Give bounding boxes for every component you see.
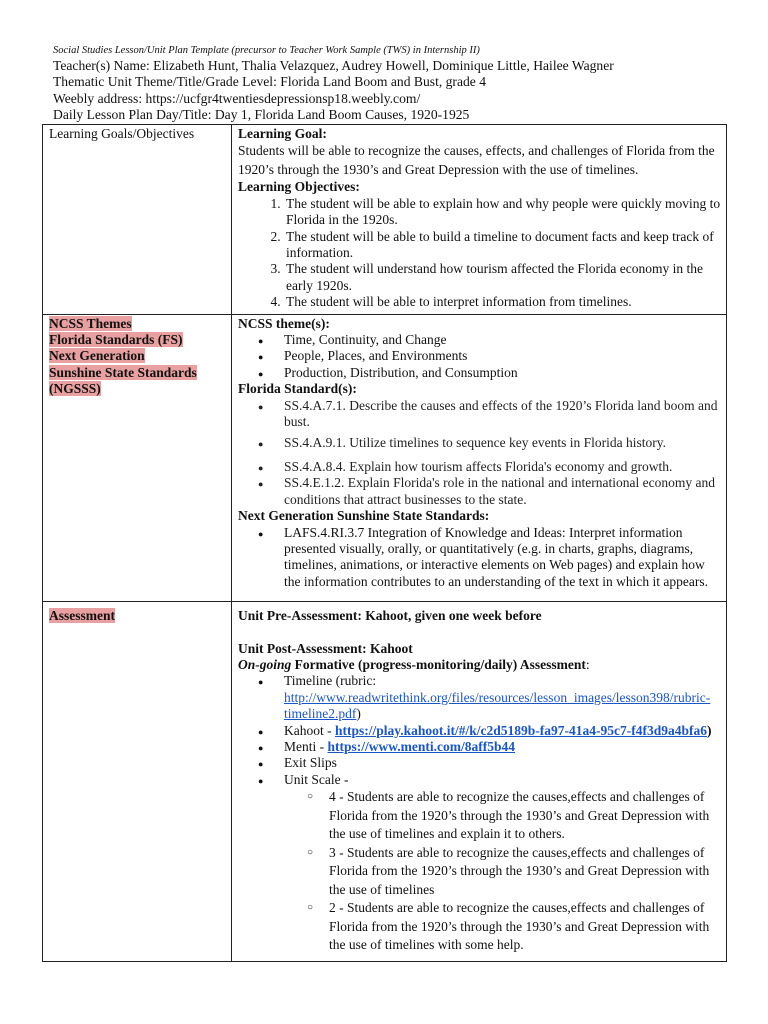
florida-standard-item: ● SS.4.E.1.2. Explain Florida's role in the national and international economy and conditions that attract businesses to the state. (284, 475, 721, 508)
kahoot-link[interactable]: https://play.kahoot.it/#/k/c2d5189b-fa97-41a4-95c7-f4f3d9a4bfa6 (335, 722, 708, 738)
ncss-item: ● Time, Continuity, and Change (284, 332, 721, 348)
scale-level-item: ○ 2 - Students are able to recognize the causes,effects and challenges of Florida from the 1920’s through the 1930’s and Great Depression with the use of timelines with some help. (329, 899, 721, 955)
ncss-list (238, 332, 721, 381)
unit-scale-item (284, 772, 721, 955)
standards-row (43, 314, 727, 602)
objective-item: 1. The student will be able to explain how and why people were quickly moving to Florida in the 1920s. (284, 196, 721, 229)
kahoot-suffix: ) (707, 722, 712, 738)
lesson-plan-table (42, 124, 727, 962)
assessment-list (238, 673, 721, 954)
objective-item: 4. The student will be able to interpret information from timelines. (284, 294, 721, 310)
ongoing-bold: Formative (progress-monitoring/daily) Assessment (291, 656, 586, 672)
ngsss-list (238, 525, 721, 591)
daily-line: Daily Lesson Plan Day/Title: Day 1, Florida Land Boom Causes, 1920-1925 (53, 106, 470, 122)
pre-assessment: Unit Pre-Assessment: Kahoot, given one week before (238, 608, 542, 624)
ncss-item: ● Production, Distribution, and Consumption (284, 365, 721, 381)
standards-label (43, 314, 232, 602)
label-next-generation: Next Generation (49, 348, 145, 364)
objective-item: 2. The student will be able to build a timeline to document facts and keep track of information. (284, 229, 721, 262)
ngsss-item: ● LAFS.4.RI.3.7 Integration of Knowledge and Ideas: Interpret information presented visually, orally, or quantitatively (e.g. in charts, graphs, diagrams, timelines, animations, or interactive elements on Web pages) and explain how the information contributes to an understanding of the text in which it appears. (284, 525, 721, 591)
assessment-cell (232, 602, 727, 962)
timeline-rubric-link[interactable]: http://www.readwritethink.org/files/resources/lesson_images/lesson398/rubric-timeline2.pdf (284, 689, 711, 722)
unit-scale-label: Unit Scale - (284, 771, 349, 787)
florida-standards-heading: Florida Standard(s): (238, 381, 357, 397)
label-ngsss: (NGSSS) (49, 381, 101, 397)
ncss-heading: NCSS theme(s): (238, 315, 330, 331)
objectives-list (238, 196, 721, 311)
label-assessment: Assessment (49, 608, 115, 624)
ongoing-assessment-heading (238, 657, 721, 673)
kahoot-prefix: Kahoot - (284, 722, 335, 738)
florida-standard-item: ● SS.4.A.7.1. Describe the causes and effects of the 1920’s Florida land boom and bust. (284, 398, 721, 431)
menti-prefix: Menti - (284, 739, 328, 754)
learning-goals-row (43, 125, 727, 315)
post-assessment: Unit Post-Assessment: Kahoot (238, 640, 413, 656)
florida-standards-list (238, 398, 721, 508)
ncss-item: ● People, Places, and Environments (284, 348, 721, 364)
ngsss-heading: Next Generation Sunshine State Standards: (238, 508, 490, 524)
label-florida-standards: Florida Standards (FS) (49, 332, 183, 348)
theme-line: Thematic Unit Theme/Title/Grade Level: Florida Land Boom and Bust, grade 4 (53, 74, 487, 90)
label-ncss-themes: NCSS Themes (49, 315, 132, 331)
menti-link[interactable]: https://www.menti.com/8aff5b44 (327, 739, 515, 754)
unit-scale-list (284, 788, 721, 955)
objective-item: 3. The student will understand how tourism affected the Florida economy in the early 1920s. (284, 261, 721, 294)
timeline-item (284, 673, 721, 722)
template-title: Social Studies Lesson/Unit Plan Template (precursor to Teacher Work Sample (TWS) in Internship II) (53, 45, 480, 56)
ongoing-italic: On-going (238, 656, 292, 672)
menti-item (284, 739, 721, 755)
standards-cell (232, 314, 727, 602)
learning-goals-label: Learning Goals/Objectives (43, 125, 232, 315)
learning-objectives-heading: Learning Objectives: (238, 179, 360, 195)
florida-standard-item: ● SS.4.A.8.4. Explain how tourism affects Florida's economy and growth. (284, 459, 721, 475)
timeline-prefix: Timeline (rubric: (284, 673, 377, 689)
learning-goal-heading: Learning Goal: (238, 126, 327, 141)
florida-standard-item: ● SS.4.A.9.1. Utilize timelines to sequence key events in Florida history. (284, 435, 721, 451)
scale-level-item: ○ 3 - Students are able to recognize the causes,effects and challenges of Florida from the 1920’s through the 1930’s and Great Depression with the use of timelines (329, 844, 721, 900)
learning-goals-cell (232, 125, 727, 315)
assessment-label (43, 602, 232, 962)
label-sunshine-state-standards: Sunshine State Standards (49, 364, 197, 380)
scale-level-item: ○ 4 - Students are able to recognize the causes,effects and challenges of Florida from the 1920’s through the 1930’s and Great Depression with the use of timelines and explain it to others. (329, 788, 721, 844)
timeline-suffix: ) (356, 706, 361, 722)
kahoot-item (284, 723, 721, 739)
teachers-line: Teacher(s) Name: Elizabeth Hunt, Thalia Velazquez, Audrey Howell, Dominique Little, Hailee Wagner (53, 58, 614, 73)
weebly-line: Weebly address: https://ucfgr4twentiesdepressionsp18.weebly.com/ (53, 90, 421, 106)
learning-goal-text: Students will be able to recognize the causes, effects, and challenges of Florida from the 1920’s through the 1930’s and Great Depression with the use of timelines. (238, 143, 715, 177)
ongoing-colon: : (585, 656, 590, 672)
document-header (53, 44, 743, 123)
assessment-row (43, 602, 727, 962)
exit-slips-item: ● Exit Slips (284, 755, 721, 771)
